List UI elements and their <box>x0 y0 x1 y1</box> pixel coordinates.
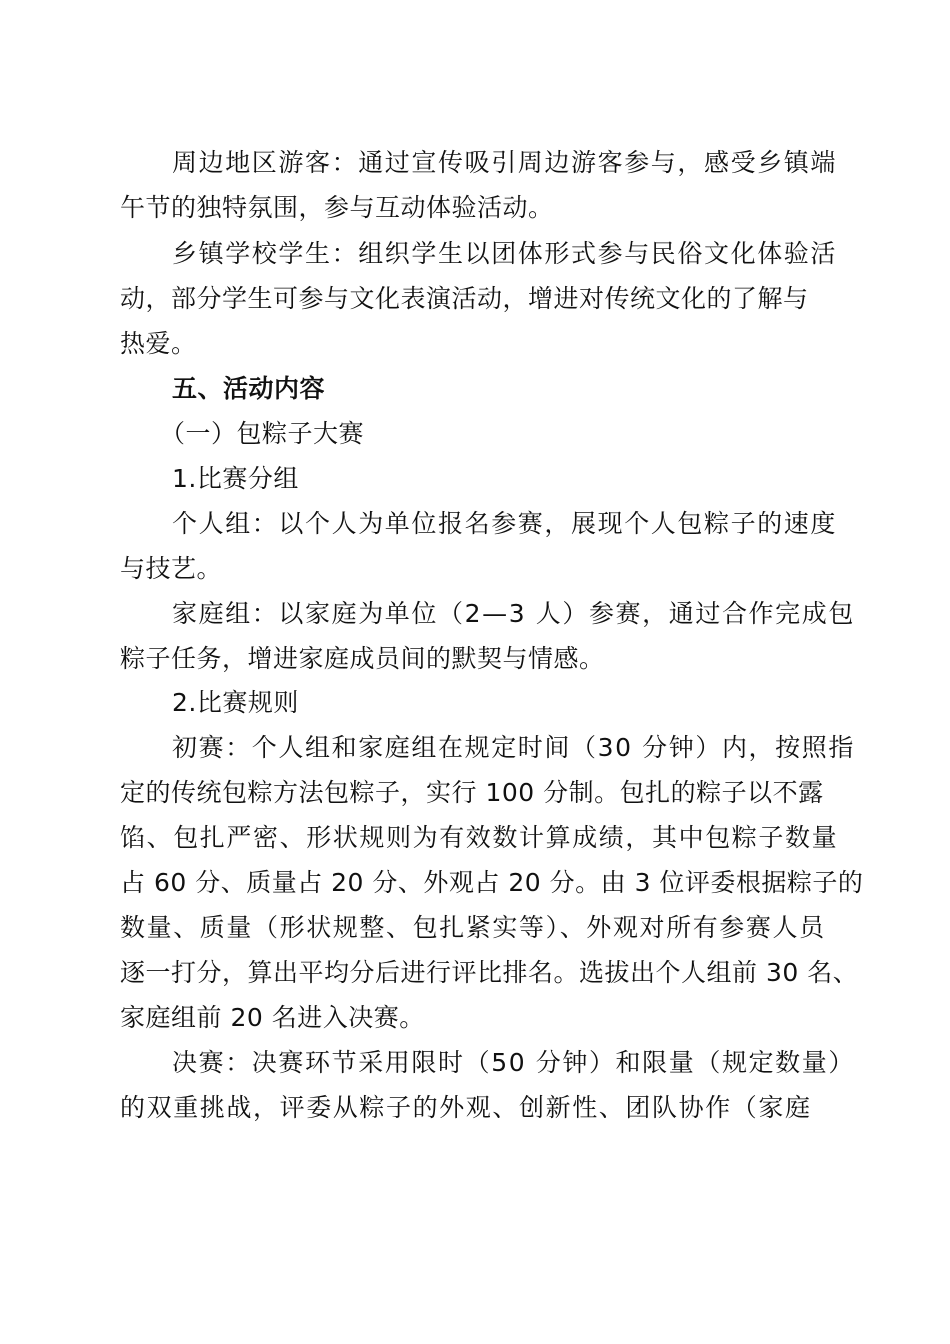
paragraph-line: 午节的独特氛围，参与互动体验活动。 <box>120 193 554 222</box>
paragraph-line: 动，部分学生可参与文化表演活动，增进对传统文化的了解与 <box>120 284 809 313</box>
paragraph-line: 个人组：以个人为单位报名参赛，展现个人包粽子的速度 <box>172 509 838 538</box>
paragraph-line: 馅、包扎严密、形状规则为有效数计算成绩，其中包粽子数量 <box>120 823 839 852</box>
paragraph-line: 家庭组：以家庭为单位（2—3 人）参赛，通过合作完成包 <box>172 599 855 628</box>
paragraph-line: 占 60 分、质量占 20 分、外观占 20 分。由 3 位评委根据粽子的 <box>120 868 864 897</box>
paragraph-line: 周边地区游客：通过宣传吸引周边游客参与，感受乡镇端 <box>172 148 838 177</box>
paragraph-line: 数量、质量（形状规整、包扎紧实等）、外观对所有参赛人员 <box>120 913 826 942</box>
paragraph-line: 决赛：决赛环节采用限时（50 分钟）和限量（规定数量） <box>172 1048 855 1077</box>
section-heading: 五、活动内容 <box>172 374 326 403</box>
paragraph-line: 家庭组前 20 名进入决赛。 <box>120 1003 425 1032</box>
paragraph-line: 初赛：个人组和家庭组在规定时间（30 分钟）内，按照指 <box>172 733 855 762</box>
paragraph-line: 与技艺。 <box>120 554 223 583</box>
paragraph-line: 乡镇学校学生：组织学生以团体形式参与民俗文化体验活 <box>172 239 838 268</box>
paragraph-line: 定的传统包粽方法包粽子，实行 100 分制。包扎的粽子以不露 <box>120 778 824 807</box>
subsection-heading: （一）包粽子大赛 <box>160 419 365 448</box>
paragraph-line: 逐一打分，算出平均分后进行评比排名。选拔出个人组前 30 名、 <box>120 958 859 987</box>
paragraph-line: 粽子任务，增进家庭成员间的默契与情感。 <box>120 644 605 673</box>
paragraph-line: 热爱。 <box>120 329 197 358</box>
item-heading: 2.比赛规则 <box>172 688 299 717</box>
item-heading: 1.比赛分组 <box>172 464 299 493</box>
paragraph-line: 的双重挑战，评委从粽子的外观、创新性、团队协作（家庭 <box>120 1093 812 1122</box>
